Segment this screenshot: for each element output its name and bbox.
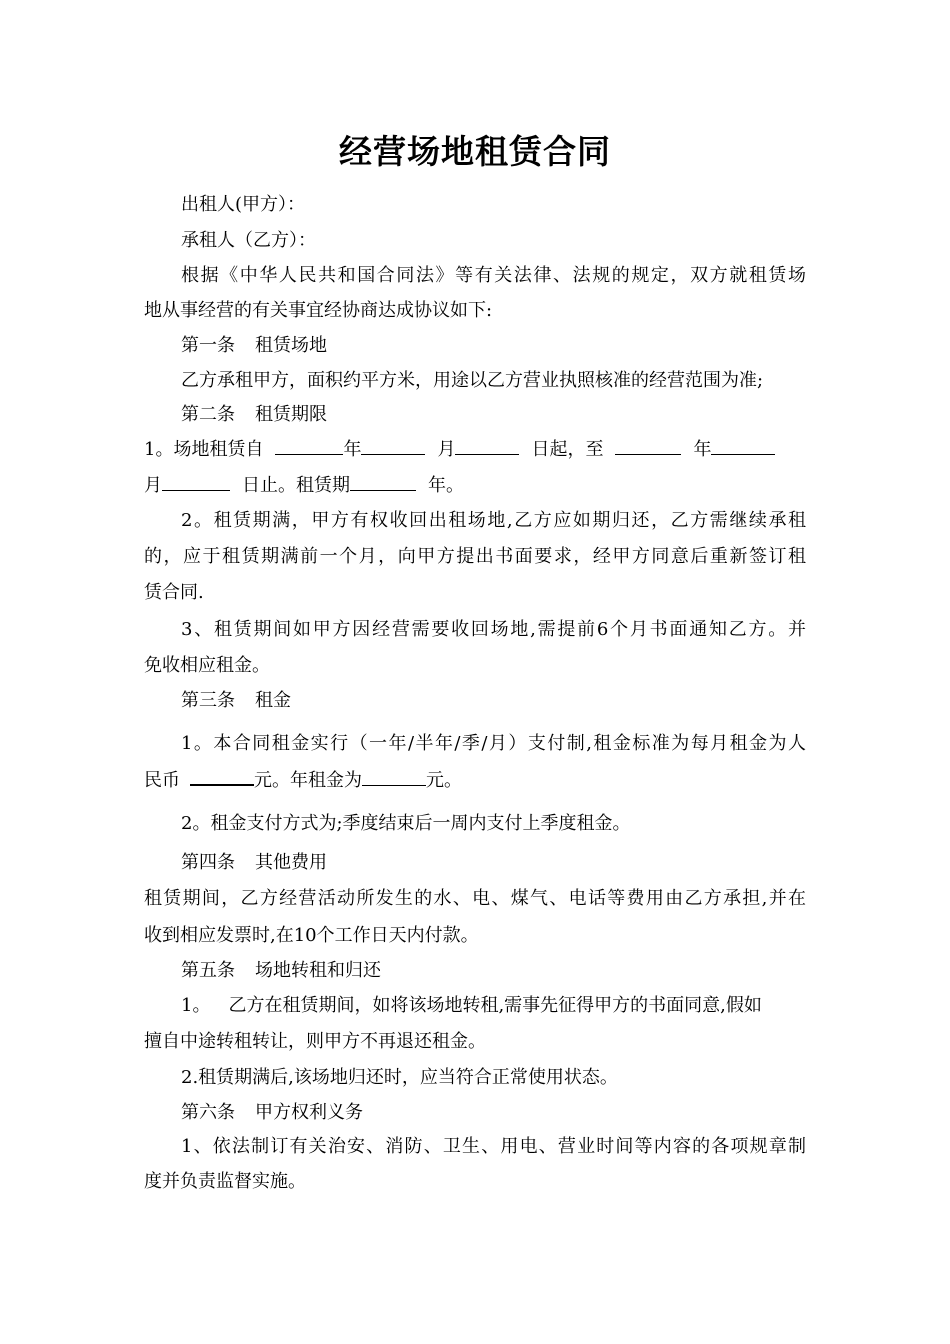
article-2-term-line-2: [144, 474, 806, 498]
article-6-title: 甲方权利义务: [255, 1102, 363, 1123]
start-day-blank: [455, 438, 519, 455]
article-4-title: 其他费用: [255, 852, 327, 873]
start-year-blank: [275, 438, 343, 455]
article-3-p2: 2。租金支付方式为;季度结束后一周内支付上季度租金。: [181, 813, 631, 834]
article-5-p2: 2.租赁期满后,该场地归还时，应当符合正常使用状态。: [181, 1067, 618, 1088]
monthly-rent-blank: [190, 768, 254, 786]
article-6-number: 第六条: [181, 1102, 235, 1123]
term-start-label: 1。场地租赁自: [144, 439, 264, 460]
yuan-label: 元。: [426, 770, 462, 791]
year-label: 年: [343, 439, 362, 460]
annual-rent-label: 元。年租金为: [254, 770, 362, 791]
article-3-heading: [181, 689, 806, 713]
rmb-label: 民币: [144, 770, 180, 791]
article-2-title: 租赁期限: [255, 404, 327, 425]
article-2-p2-line-1: 2。租赁期满，甲方有权收回出租场地,乙方应如期归还，乙方需继续承租: [181, 510, 806, 531]
article-6-p1-line-1: 1、依法制订有关治安、消防、卫生、用电、营业时间等内容的各项规章制: [181, 1136, 806, 1157]
end-year-blank: [615, 438, 681, 455]
article-4-p1-line-2: 收到相应发票时,在10个工作日天内付款。: [144, 925, 479, 946]
article-5-p1-text: 乙方在租赁期间，如将该场地转租,需事先征得甲方的书面同意,假如: [228, 995, 762, 1016]
article-3-title: 租金: [255, 690, 291, 711]
article-5-title: 场地转租和归还: [255, 960, 381, 981]
article-2-p3-line-2: 免收相应租金。: [144, 655, 270, 676]
article-4-heading: [181, 851, 806, 875]
preamble-line-1: 根据《中华人民共和国合同法》等有关法律、法规的规定，双方就租赁场: [181, 265, 806, 286]
article-3-p1-line-1: 1。本合同租金实行（一年/半年/季/月）支付制,租金标准为每月租金为人: [181, 733, 806, 754]
annual-rent-blank: [362, 769, 426, 786]
article-2-p3-line-1: 3、租赁期间如甲方因经营需要收回场地,需提前6个月书面通知乙方。并: [181, 619, 806, 640]
lessee-line: 承租人（乙方）：: [181, 230, 316, 251]
article-3-number: 第三条: [181, 690, 235, 711]
article-1-text: 乙方承租甲方，面积约平方米，用途以乙方营业执照核准的经营范围为准;: [181, 370, 764, 391]
article-2-p2-line-3: 赁合同.: [144, 582, 204, 603]
article-6-heading: [181, 1101, 806, 1125]
article-1-heading: [181, 334, 806, 358]
end-year-label: 年: [693, 439, 712, 460]
article-5-heading: [181, 959, 806, 983]
term-year-label: 年。: [428, 475, 464, 496]
month-label: 月: [437, 439, 456, 460]
article-2-term-line-1: [144, 438, 806, 462]
article-6-p1-line-2: 度并负责监督实施。: [144, 1171, 306, 1192]
day-start-label: 日起，至: [531, 439, 604, 460]
preamble-line-2: 地从事经营的有关事宜经协商达成协议如下:: [144, 300, 493, 321]
article-5-p1-line-1: [181, 994, 806, 1018]
end-month-blank: [711, 438, 775, 455]
article-2-number: 第二条: [181, 404, 235, 425]
article-2-heading: [181, 403, 806, 427]
article-1-title: 租赁场地: [255, 335, 327, 356]
article-4-p1-line-1: 租赁期间，乙方经营活动所发生的水、电、煤气、电话等费用由乙方承担,并在: [144, 888, 806, 909]
article-5-number: 第五条: [181, 960, 235, 981]
document-title: 经营场地租赁合同: [339, 132, 611, 171]
start-month-blank: [361, 438, 425, 455]
term-length-blank: [350, 474, 416, 491]
article-5-p1-line-2: 擅自中途转租转让，则甲方不再退还租金。: [144, 1031, 486, 1052]
end-month-label: 月: [144, 475, 162, 496]
end-day-blank: [162, 474, 230, 491]
article-5-p1-number: 1。: [181, 995, 211, 1016]
article-2-p2-line-2: 的，应于租赁期满前一个月，向甲方提出书面要求，经甲方同意后重新签订租: [144, 546, 806, 567]
article-1-number: 第一条: [181, 335, 235, 356]
term-end-label: 日止。租赁期: [242, 475, 350, 496]
lessor-line: 出租人(甲方）：: [181, 194, 306, 215]
article-4-number: 第四条: [181, 852, 235, 873]
article-3-p1-line-2: [144, 768, 806, 793]
